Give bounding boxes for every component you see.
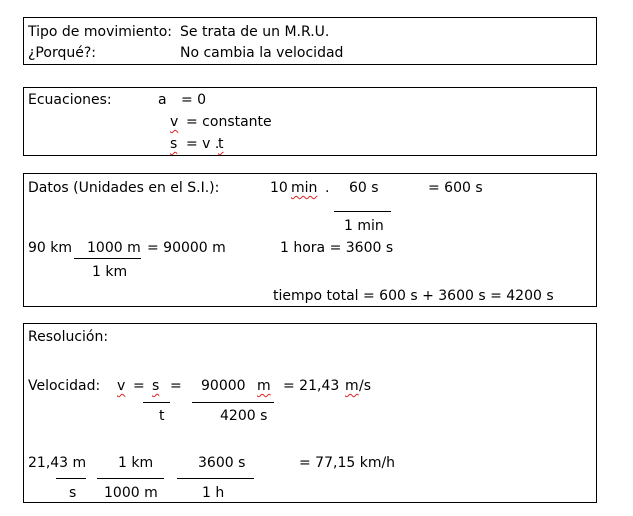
result-pre: = 21,43	[283, 378, 340, 394]
data-label: Datos (Unidades en el S.I.):	[28, 180, 220, 196]
km-fraction-line	[74, 258, 141, 259]
result-post: /s	[359, 378, 372, 394]
velocity-s: s	[152, 378, 160, 394]
resolution-box	[23, 323, 597, 503]
movement-type-label: Tipo de movimiento:	[28, 24, 173, 40]
conv-den3: 1 h	[202, 485, 225, 501]
num-unit: m	[257, 378, 271, 394]
eq2-rest: = constante	[186, 114, 272, 130]
conv-num1: 21,43 m	[28, 455, 87, 471]
eq1-rest: = 0	[181, 92, 207, 108]
conv-line2	[97, 478, 164, 479]
conv-num3: 3600 s	[198, 455, 246, 471]
eq1-var: a	[158, 92, 167, 108]
num-value: 90000	[201, 378, 246, 394]
km-num: 1000 m	[87, 240, 141, 256]
equations-label: Ecuaciones:	[28, 92, 112, 108]
eq3-t: t	[218, 136, 224, 152]
dist-result: = 90000 m	[147, 240, 226, 256]
conv-result: = 77,15 km/h	[299, 455, 396, 471]
total-time: tiempo total = 600 s + 3600 s = 4200 s	[273, 288, 554, 304]
why-label: ¿Porqué?:	[28, 45, 96, 61]
eq3-rest: = v .	[186, 136, 220, 152]
dist-value: 90 km	[28, 240, 73, 256]
sec-num: 60 s	[349, 180, 379, 196]
num-fraction-line	[192, 402, 274, 403]
time-num: 10	[270, 180, 288, 196]
conv-line3	[177, 478, 254, 479]
why-value: No cambia la velocidad	[180, 45, 344, 61]
result-m: m	[345, 378, 359, 394]
km-den: 1 km	[92, 264, 128, 280]
conv-den2: 1000 m	[104, 485, 158, 501]
conv-line1	[56, 478, 86, 479]
velocity-eq1: =	[133, 378, 145, 394]
sec-den: 1 min	[344, 218, 384, 234]
sec-fraction-line	[334, 211, 391, 212]
conv-den1: s	[69, 485, 77, 501]
time-unit: min	[291, 180, 318, 196]
velocity-eq2: =	[170, 378, 182, 394]
velocity-label: Velocidad:	[28, 378, 101, 394]
movement-type-value: Se trata de un M.R.U.	[180, 24, 330, 40]
hour-conversion: 1 hora = 3600 s	[280, 240, 394, 256]
den-value: 4200 s	[220, 408, 268, 424]
sec-result: = 600 s	[428, 180, 483, 196]
resolution-label: Resolución:	[28, 329, 109, 345]
conv-num2: 1 km	[118, 455, 154, 471]
sv-fraction-line	[143, 402, 170, 403]
velocity-t: t	[159, 408, 165, 424]
dot: .	[325, 180, 330, 196]
eq2-var: v	[170, 114, 179, 130]
velocity-v: v	[117, 378, 126, 394]
eq3-var: s	[170, 136, 178, 152]
